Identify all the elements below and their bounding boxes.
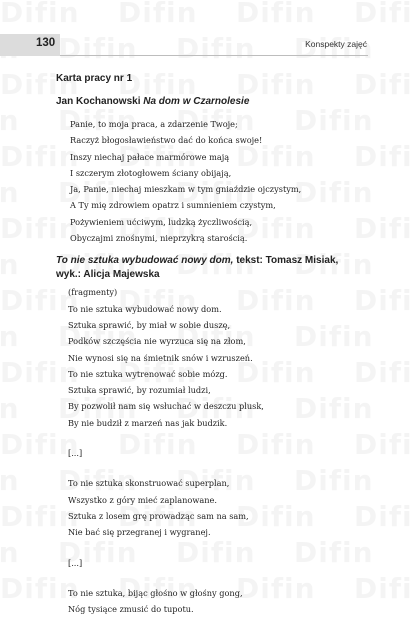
page-content <box>56 73 376 617</box>
page-number-box <box>0 34 60 56</box>
song-line: Nóg tysiące zmusić do tupotu. <box>68 604 194 615</box>
song-heading <box>56 254 376 282</box>
song-stanza-1 <box>56 284 376 431</box>
header-rule <box>60 55 368 56</box>
poem1-author: Jan Kochanowski <box>56 96 141 107</box>
song-line: Sztuka z losem grę prowadząc sam na sam, <box>68 510 249 521</box>
song-credits-performer: wyk.: Alicja Majewska <box>56 269 160 281</box>
poem1-heading <box>56 96 376 107</box>
poem-line: Pożywieniem ućciwym, ludzką życzliwością, <box>70 216 253 227</box>
song-line: Sztuka sprawić, by miał w sobie duszę, <box>68 319 231 330</box>
song-line: Nie bać się przegranej i wygranej. <box>68 527 211 538</box>
song-stanza-3 <box>56 585 376 617</box>
running-title: Konspekty zajęć <box>305 39 367 49</box>
song-stanza-2 <box>56 475 376 540</box>
watermark-text <box>0 176 20 209</box>
song-line: Sztuka sprawić, by rozumiał ludzi, <box>68 385 211 396</box>
card-title: Karta pracy nr 1 <box>56 73 133 84</box>
watermark-text <box>0 0 80 29</box>
page-header <box>0 34 411 56</box>
watermark-text <box>0 104 20 137</box>
song-line: To nie sztuka wybudować nowy dom. <box>68 303 222 314</box>
song-line: By pozwolił nam się wsłuchać w deszczu plusk, <box>68 401 264 412</box>
poem1-title: Na dom w Czarnolesie <box>143 96 250 107</box>
page-number: 130 <box>36 37 56 49</box>
song-line: Nie wynosi się na śmietnik snów i wzruszeń. <box>68 352 253 363</box>
song-note: (fragmenty) <box>68 287 118 298</box>
watermark-text <box>0 320 20 353</box>
omission-marker: [...] <box>68 557 83 568</box>
poem-line: Ja, Panie, niechaj mieszkam w tym gniaździe ojczystym, <box>70 184 302 195</box>
poem1-lines <box>56 116 376 246</box>
song-line: By nie budził z marzeń nas jak budzik. <box>68 417 228 428</box>
omission-marker: [...] <box>68 448 83 459</box>
watermark-text <box>236 0 316 29</box>
poem-line: A Ty mię zdrowiem opatrz i sumnieniem czystym, <box>70 200 276 211</box>
watermark-text <box>354 0 411 29</box>
song-line: Podków szczęścia nie wyrzuca się na złom, <box>68 336 246 347</box>
watermark-text <box>118 0 198 29</box>
song-title: To nie sztuka wybudować nowy dom, <box>56 255 234 267</box>
poem-line: I szczerym złotogłowem ściany obijają, <box>70 167 232 178</box>
poem-line: Panie, to moja praca, a zdarzenie Twoje; <box>70 119 238 129</box>
watermark-text <box>0 536 20 569</box>
song-line: To nie sztuka wytrenować sobie mózg. <box>68 368 228 379</box>
song-block <box>56 254 376 617</box>
song-credits-author: tekst: Tomasz Misiak, <box>233 255 339 267</box>
song-line: To nie sztuka skonstruować superplan, <box>68 478 230 489</box>
poem-line: Inszy niechaj pałace marmórowe mają <box>70 151 230 162</box>
watermark-text <box>0 464 20 497</box>
poem-line: Raczyż błogosławieństwo dać do końca swoje! <box>70 135 263 146</box>
poem-line: Obyczajmi znośnymi, nieprzykrą starością. <box>70 233 248 244</box>
song-line: Wszystko z góry mieć zaplanowane. <box>68 494 217 505</box>
watermark-text <box>0 248 20 281</box>
song-line: To nie sztuka, bijąc głośno w głośny gong, <box>68 587 243 598</box>
watermark-text <box>0 392 20 425</box>
